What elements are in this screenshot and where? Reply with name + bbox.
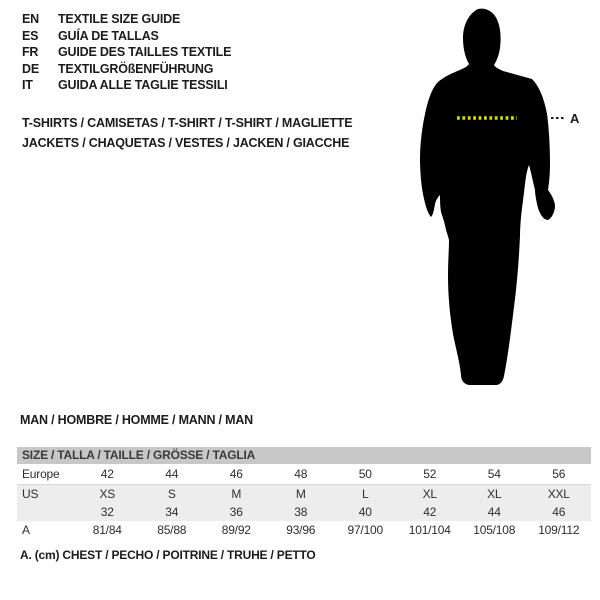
table-cell: M	[295, 487, 306, 501]
table-row-chest-a	[17, 521, 591, 540]
language-row	[22, 77, 231, 94]
table-cell: 54	[487, 467, 501, 481]
table-cell: 46	[229, 467, 243, 481]
table-cell: 42	[100, 467, 114, 481]
table-cell: 44	[165, 467, 179, 481]
table-cell: 101/104	[408, 523, 451, 537]
table-cell: 93/96	[286, 523, 316, 537]
language-row	[22, 11, 231, 28]
row-label: Europe	[22, 467, 60, 481]
language-label: GUIDE DES TAILLES TEXTILE	[58, 45, 232, 59]
table-cell: 52	[423, 467, 437, 481]
table-cell: XS	[99, 487, 116, 501]
table-cell: XL	[487, 487, 502, 501]
table-cell: 42	[423, 505, 437, 519]
table-cell: 38	[294, 505, 308, 519]
table-cell: L	[362, 487, 369, 501]
language-list	[22, 11, 231, 94]
table-cell: 44	[487, 505, 501, 519]
table-cell: 56	[552, 467, 566, 481]
category-line-tshirts: T-SHIRTS / CAMISETAS / T-SHIRT / T-SHIRT / MAGLIETTE	[22, 116, 353, 130]
language-code: IT	[22, 78, 33, 92]
footnote-chest-measure: A. (cm) CHEST / PECHO / POITRINE / TRUHE / PETTO	[20, 548, 316, 562]
table-cell: 46	[552, 505, 566, 519]
language-row	[22, 44, 231, 61]
table-cell: 105/108	[473, 523, 516, 537]
category-list	[22, 113, 352, 153]
language-code: FR	[22, 45, 39, 59]
table-cell: 48	[294, 467, 308, 481]
table-cell: M	[231, 487, 242, 501]
table-cell: 89/92	[221, 523, 251, 537]
table-cell: 40	[358, 505, 372, 519]
language-code: DE	[22, 61, 39, 76]
table-cell: XXL	[547, 487, 570, 501]
table-cell: 81/84	[92, 523, 122, 537]
language-label: TEXTILGRÖßENFÜHRUNG	[58, 61, 214, 76]
row-label: A	[22, 523, 30, 537]
language-code: ES	[22, 28, 39, 43]
table-row-europe	[17, 465, 591, 484]
size-table-header: SIZE / TALLA / TAILLE / GRÖSSE / TAGLIA	[17, 447, 591, 464]
table-cell: XL	[422, 487, 437, 501]
row-label	[17, 503, 75, 521]
language-code: EN	[22, 12, 39, 26]
measurement-label-a: A	[570, 111, 580, 126]
language-row	[22, 28, 231, 45]
table-cell: 34	[165, 505, 179, 519]
table-cell: 85/88	[157, 523, 187, 537]
table-row-us	[17, 484, 591, 503]
man-silhouette	[398, 4, 590, 396]
table-row-us-numeric	[17, 503, 591, 521]
language-label: TEXTILE SIZE GUIDE	[58, 12, 181, 26]
table-cell: 32	[100, 505, 114, 519]
table-cell: 50	[358, 467, 372, 481]
category-line-jackets: JACKETS / CHAQUETAS / VESTES / JACKEN / GIACCHE	[22, 136, 350, 150]
size-table	[17, 447, 591, 540]
row-label: US	[22, 487, 39, 501]
man-body-shape	[420, 9, 555, 385]
language-row	[22, 61, 231, 78]
table-cell: 109/112	[538, 523, 580, 537]
table-cell: 36	[229, 505, 243, 519]
language-label: GUIDA ALLE TAGLIE TESSILI	[58, 78, 228, 92]
table-cell: 97/100	[347, 523, 383, 537]
table-cell: S	[167, 487, 176, 501]
language-label: GUÍA DE TALLAS	[58, 28, 159, 43]
section-title-man: MAN / HOMBRE / HOMME / MANN / MAN	[20, 413, 253, 427]
